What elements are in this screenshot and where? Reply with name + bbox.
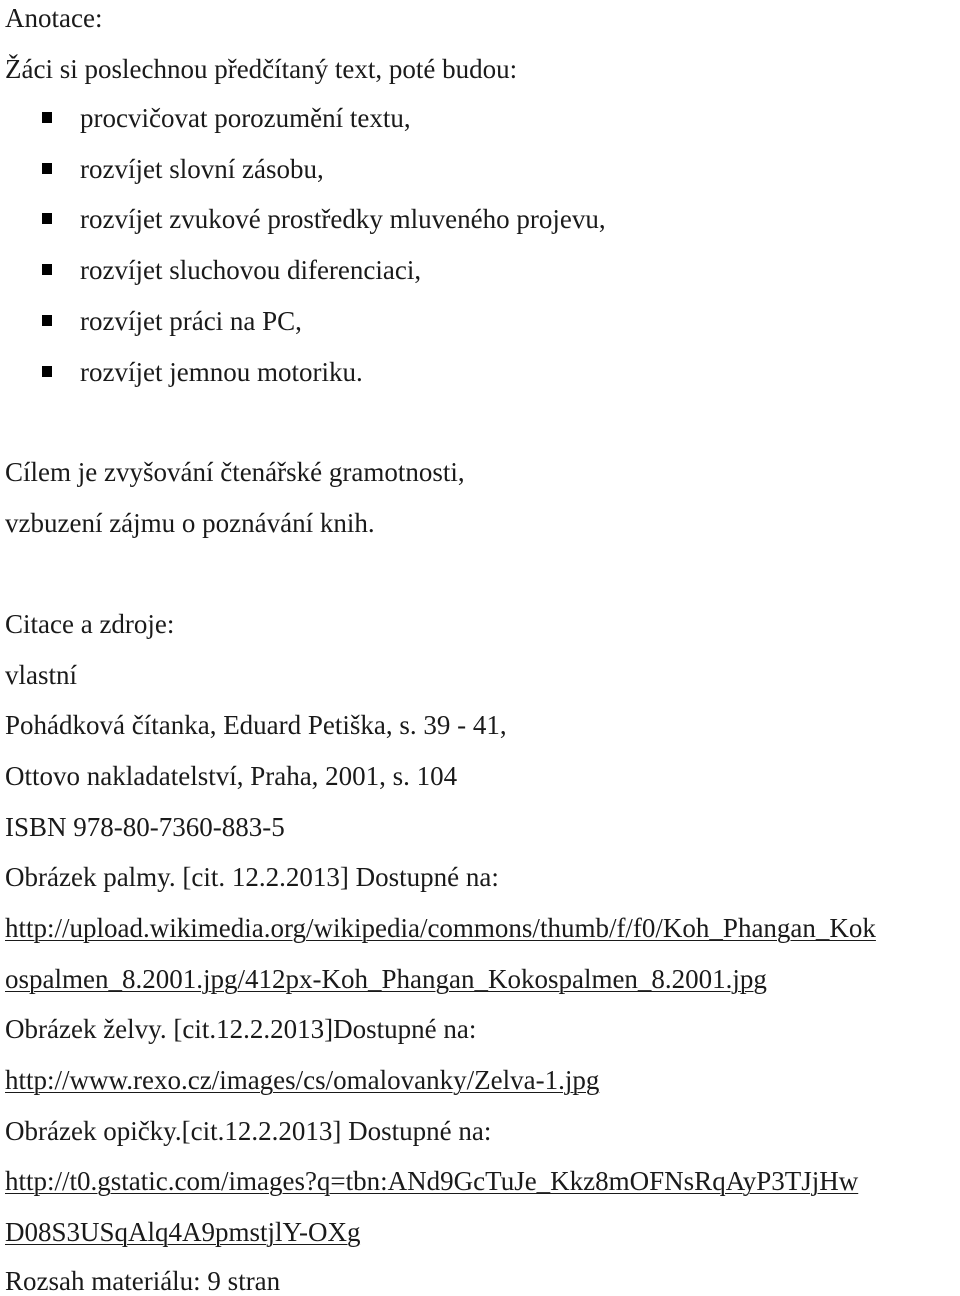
sources-heading: Citace a zdroje:: [5, 609, 175, 639]
monkey-image-link[interactable]: http://t0.gstatic.com/images?q=tbn:ANd9GcTuJe_Kkz8mOFNsRqAyP3TJjHw: [5, 1166, 859, 1196]
turtle-image-link-line[interactable]: [5, 1067, 599, 1094]
list-item-text: procvičovat porozumění textu,: [80, 103, 411, 133]
source-book-line-1: Pohádková čítanka, Eduard Petiška, s. 39 - 41,: [5, 710, 507, 740]
source-isbn: ISBN 978-80-7360-883-5: [5, 812, 285, 842]
turtle-image-label: Obrázek želvy. [cit.12.2.2013]Dostupné na:: [5, 1014, 477, 1044]
monkey-image-link-line-1[interactable]: [5, 1168, 858, 1195]
monkey-image-link-line-2[interactable]: [5, 1219, 361, 1246]
palm-image-link-line-2[interactable]: [5, 966, 767, 993]
list-item-text: rozvíjet jemnou motoriku.: [80, 357, 363, 387]
square-bullet-icon: [42, 366, 52, 377]
square-bullet-icon: [42, 315, 52, 326]
palm-image-link-continued[interactable]: ospalmen_8.2001.jpg/412px-Koh_Phangan_Kokospalmen_8.2001.jpg: [5, 964, 767, 994]
palm-image-label: Obrázek palmy. [cit. 12.2.2013] Dostupné na:: [5, 862, 499, 892]
goal-text-line-1: Cílem je zvyšování čtenářské gramotnosti,: [5, 457, 465, 487]
goal-text-line-2: vzbuzení zájmu o poznávání knih.: [5, 508, 375, 538]
square-bullet-icon: [42, 264, 52, 275]
annotation-intro: Žáci si poslechnou předčítaný text, poté budou:: [5, 54, 518, 84]
monkey-image-link-continued[interactable]: D08S3USqAlq4A9pmstjlY-OXg: [5, 1217, 361, 1247]
source-book-line-2: Ottovo nakladatelství, Praha, 2001, s. 104: [5, 761, 458, 791]
palm-image-link-line-1[interactable]: [5, 915, 876, 942]
list-item-text: rozvíjet práci na PC,: [80, 306, 302, 336]
square-bullet-icon: [42, 213, 52, 224]
source-own: vlastní: [5, 660, 77, 690]
material-scope: Rozsah materiálu: 9 stran: [5, 1266, 281, 1296]
annotation-heading: Anotace:: [5, 3, 103, 33]
list-item-text: rozvíjet slovní zásobu,: [80, 154, 324, 184]
list-item-text: rozvíjet zvukové prostředky mluveného projevu,: [80, 204, 606, 234]
palm-image-link[interactable]: http://upload.wikimedia.org/wikipedia/commons/thumb/f/f0/Koh_Phangan_Kok: [5, 913, 876, 943]
square-bullet-icon: [42, 163, 52, 174]
monkey-image-label: Obrázek opičky.[cit.12.2.2013] Dostupné na:: [5, 1116, 492, 1146]
square-bullet-icon: [42, 112, 52, 123]
turtle-image-link[interactable]: http://www.rexo.cz/images/cs/omalovanky/Zelva-1.jpg: [5, 1065, 600, 1095]
list-item-text: rozvíjet sluchovou diferenciaci,: [80, 255, 422, 285]
